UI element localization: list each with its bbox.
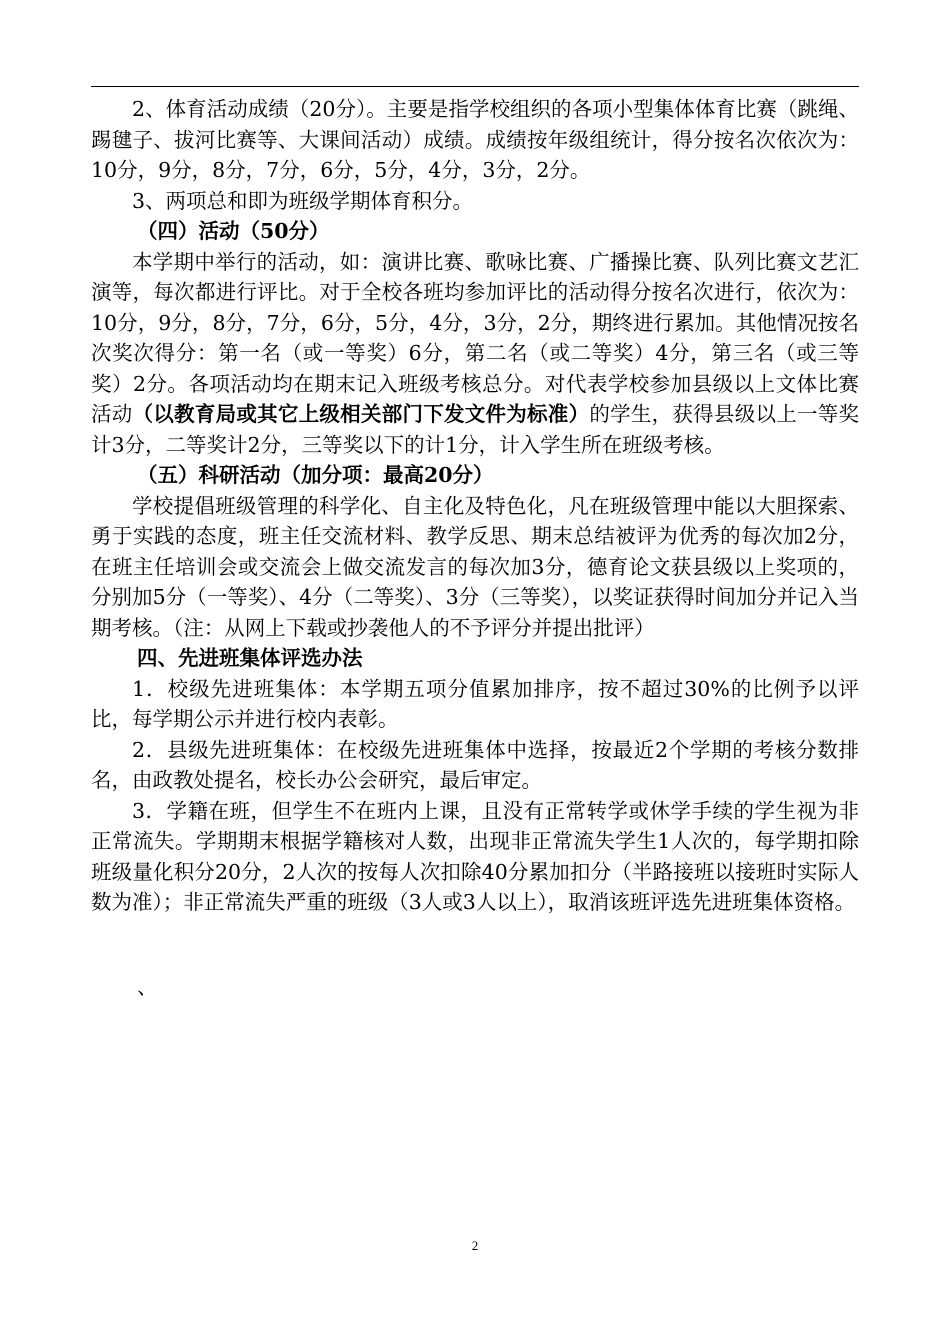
activity-text-a: 本学期中举行的活动，如：演讲比赛、歌咏比赛、广播操比赛、队列比赛文艺汇演等，每次都进行评比。对于全校各班均参加评比的活动得分按名次进行，依次为：10分，9分，8分，7分，6分，5分，4分，3分，2分，期终进行累加。其他情况按名次奖次得分：第一名（或一等奖）6分，第二名（或二等奖）4分，第三名（或三等奖）2分。各项活动均在期末记入班级考核总分。对代表学校参加县级以上文体比赛活动 xyxy=(91,249,859,426)
heading-activity: （四）活动（50分） xyxy=(137,219,330,243)
page-number: 2 xyxy=(471,1238,479,1253)
paragraph-activity xyxy=(91,247,859,461)
paragraph-sports-score: 2、体育活动成绩（20分）。主要是指学校组织的各项小型集体体育比赛（跳绳、踢毽子、拔河比赛等、大课间活动）成绩。成绩按年级组统计，得分按名次依次为：10分，9分，8分，7分，6分，5分，4分，3分，2分。 xyxy=(91,97,859,182)
paragraph-attrition: 3．学籍在班，但学生不在班内上课，且没有正常转学或休学手续的学生视为非正常流失。学期期末根据学籍核对人数，出现非正常流失学生1人次的，每学期扣除班级量化积分20分，2人次的按每人次扣除40分累加扣分（半路接班以接班时实际人数为准）；非正常流失严重的班级（3人或3人以上），取消该班评选先进班集体资格。 xyxy=(91,798,859,914)
activity-text-b: 的学生，获得县级以上一等奖计3分，二等奖计2分，三等奖以下的计1分，计入学生所在班级考核。 xyxy=(91,402,860,457)
document-body xyxy=(91,94,859,1002)
stray-punctuation-mark: 、 xyxy=(137,974,158,999)
heading-research: （五）科研活动（加分项：最高20分） xyxy=(137,463,494,487)
heading-selection: 四、先进班集体评选办法 xyxy=(137,646,363,670)
header-rule xyxy=(91,86,859,87)
paragraph-sports-total: 3、两项总和即为班级学期体育积分。 xyxy=(132,188,474,213)
activity-text-bold: （以教育局或其它上级相关部门下发文件为标准） xyxy=(132,402,590,426)
paragraph-county-level: 2．县级先进班集体：在校级先进班集体中选择，按最近2个学期的考核分数排名，由政教处提名，校长办公会研究，最后审定。 xyxy=(91,737,859,792)
paragraph-school-level: 1．校级先进班集体：本学期五项分值累加排序，按不超过30%的比例予以评比，每学期公示并进行校内表彰。 xyxy=(91,676,859,731)
paragraph-research: 学校提倡班级管理的科学化、自主化及特色化，凡在班级管理中能以大胆探索、勇于实践的态度，班主任交流材料、教学反思、期末总结被评为优秀的每次加2分，在班主任培训会或交流会上做交流发言的每次加3分，德育论文获县级以上奖项的，分别加5分（一等奖）、4分（二等奖）、3分（三等奖），以奖证获得时间加分并记入当期考核。（注：从网上下载或抄袭他人的不予评分并提出批评） xyxy=(91,493,859,640)
